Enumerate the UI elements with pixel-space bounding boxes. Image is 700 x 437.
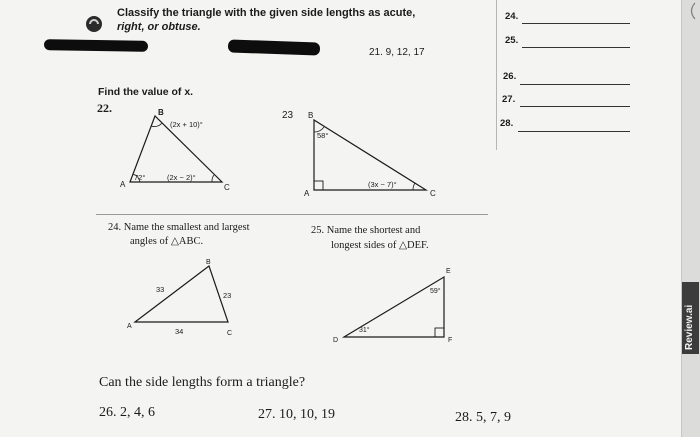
- problem-27: 27. 10, 10, 19: [258, 407, 335, 422]
- fig24-label-b: B: [206, 259, 211, 266]
- figure-22-triangle: [110, 104, 240, 196]
- fig22-expr-bottom: (2x − 2)°: [167, 173, 196, 182]
- answer-line-27[interactable]: [520, 106, 630, 107]
- fig25-angle-e: 59°: [430, 288, 441, 295]
- fig25-label-d: D: [333, 337, 339, 344]
- answer-line-26[interactable]: [520, 84, 630, 85]
- answer-line-24[interactable]: [522, 23, 630, 24]
- find-x-title: Find the value of x.: [98, 86, 194, 98]
- answer-line-28[interactable]: [518, 131, 630, 132]
- fig22-label-c: C: [224, 183, 230, 192]
- fig24-label-c: C: [227, 330, 233, 337]
- redaction-mark: [228, 39, 320, 55]
- problem-26: 26. 2, 4, 6: [99, 405, 155, 420]
- side-tab: [682, 282, 699, 354]
- fig23-angle-b: 58°: [317, 131, 329, 140]
- answer-column-divider: [496, 0, 497, 150]
- binding-ring-icon: [686, 2, 698, 20]
- figure-23-triangle: [282, 106, 452, 198]
- fig25-angle-d: 31°: [359, 327, 370, 334]
- fig24-side-ab: 33: [156, 285, 165, 294]
- fig25-label-e: E: [446, 268, 451, 275]
- fig22-label-a: A: [120, 180, 126, 189]
- answer-num-27: 27.: [502, 94, 516, 105]
- section-divider: [96, 214, 488, 215]
- figure-25-triangle: [324, 262, 464, 348]
- answer-num-28: 28.: [500, 118, 514, 129]
- fig23-label-c: C: [430, 189, 436, 198]
- problem-28: 28. 5, 7, 9: [455, 410, 511, 425]
- figure-22-number: 22.: [97, 101, 112, 115]
- fig24-side-ac: 34: [175, 327, 184, 336]
- triangle-question-title: Can the side lengths form a triangle?: [99, 375, 306, 390]
- figure-23-number: 23: [282, 110, 294, 121]
- instruction-line-1: Classify the triangle with the given side lengths as acute,: [117, 7, 416, 19]
- fig24-label-a: A: [127, 323, 132, 330]
- figure-24-triangle: [120, 256, 250, 342]
- problem-25-line-1: 25. Name the shortest and: [311, 225, 421, 236]
- problem-24-line-1: 24. Name the smallest and largest: [108, 222, 250, 233]
- answer-line-25[interactable]: [522, 47, 630, 48]
- fig23-label-b: B: [308, 111, 314, 120]
- fig23-label-a: A: [304, 189, 310, 198]
- fig24-side-bc: 23: [223, 291, 232, 300]
- answer-num-26: 26.: [503, 71, 517, 82]
- fig22-expr-top: (2x + 10)°: [170, 120, 203, 129]
- redaction-mark: [44, 39, 148, 52]
- punch-hole-icon: [84, 14, 104, 34]
- side-tab-text: Review.ai: [684, 304, 695, 350]
- problem-21: 21. 9, 12, 17: [369, 47, 425, 58]
- fig22-angle-a: 72°: [134, 173, 146, 182]
- fig23-expr-c: (3x − 7)°: [368, 180, 397, 189]
- answer-num-24: 24.: [505, 11, 519, 22]
- answer-num-25: 25.: [505, 35, 519, 46]
- fig22-label-b: B: [158, 108, 164, 117]
- fig25-label-f: F: [448, 337, 453, 344]
- problem-25-line-2: longest sides of △DEF.: [331, 240, 429, 251]
- problem-24-line-2: angles of △ABC.: [130, 236, 204, 247]
- instruction-line-2: right, or obtuse.: [117, 21, 201, 33]
- binding-edge: [681, 0, 700, 437]
